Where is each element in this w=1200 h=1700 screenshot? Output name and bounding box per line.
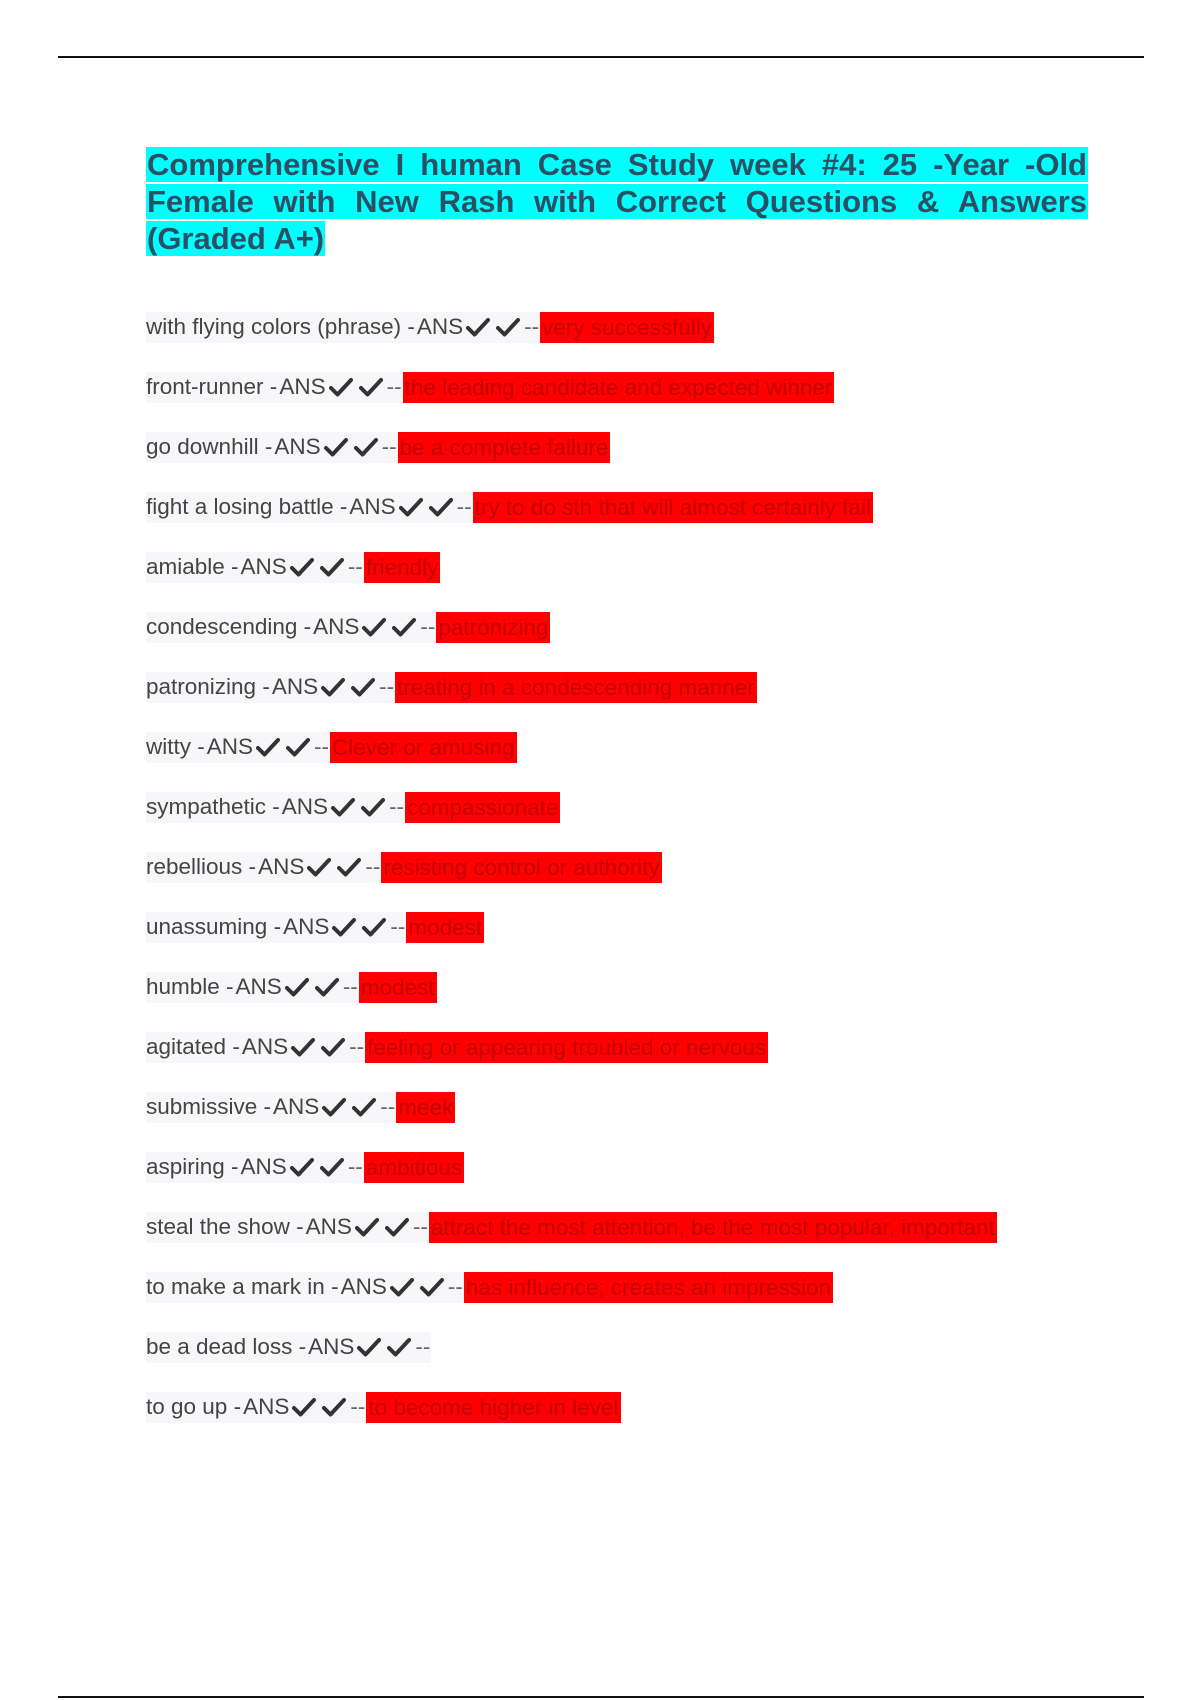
qa-line	[146, 1392, 621, 1423]
qa-line	[146, 432, 610, 463]
answer-highlight: very successfully	[540, 312, 714, 343]
qa-item	[146, 1377, 1088, 1437]
check-mark-icon	[253, 734, 283, 760]
check-mark-icon	[493, 314, 523, 340]
ans-label: ANS	[308, 1334, 355, 1359]
check-mark-icon	[329, 914, 359, 940]
answer-separator: --	[524, 314, 540, 339]
answer-highlight: attract the most attention, be the most popular, important	[429, 1212, 997, 1243]
qa-item	[146, 1257, 1088, 1317]
question-term: go downhill -	[146, 434, 273, 459]
qa-item	[146, 957, 1088, 1017]
check-mark-icon	[389, 614, 419, 640]
qa-item	[146, 657, 1088, 717]
check-mark-icon	[287, 554, 317, 580]
document-title	[146, 146, 1088, 257]
qa-item	[146, 477, 1088, 537]
question-term: submissive -	[146, 1094, 272, 1119]
qa-item	[146, 357, 1088, 417]
ans-label: ANS	[240, 1154, 287, 1179]
bottom-rule	[58, 1696, 1144, 1698]
question-term: aspiring -	[146, 1154, 239, 1179]
qa-line	[146, 852, 662, 883]
qa-item	[146, 417, 1088, 477]
qa-line	[146, 1092, 455, 1123]
check-mark-icon	[349, 1094, 379, 1120]
check-mark-icon	[304, 854, 334, 880]
qa-item	[146, 597, 1088, 657]
answer-separator: --	[365, 854, 381, 879]
ans-label: ANS	[274, 434, 321, 459]
document-body	[146, 146, 1088, 1437]
check-mark-icon	[358, 794, 388, 820]
ans-label: ANS	[349, 494, 396, 519]
check-mark-icon	[359, 914, 389, 940]
check-mark-icon	[318, 674, 348, 700]
answer-highlight: Clever or amusing	[330, 732, 517, 763]
qa-line	[146, 612, 550, 643]
check-mark-icon	[319, 1094, 349, 1120]
ans-label: ANS	[258, 854, 305, 879]
qa-item	[146, 717, 1088, 777]
ans-label: ANS	[206, 734, 254, 759]
check-mark-icon	[287, 1154, 317, 1180]
ans-label: ANS	[243, 1394, 290, 1419]
answer-highlight: meek	[396, 1092, 455, 1123]
check-mark-icon	[417, 1274, 447, 1300]
answer-separator: --	[350, 1394, 366, 1419]
answer-separator: --	[342, 974, 358, 999]
answer-highlight: friendly	[364, 552, 441, 583]
check-mark-icon	[359, 614, 389, 640]
qa-item	[146, 1137, 1088, 1197]
ans-label: ANS	[313, 614, 360, 639]
qa-line	[146, 1272, 833, 1303]
answer-separator: --	[389, 794, 405, 819]
check-mark-icon	[348, 674, 378, 700]
check-mark-icon	[326, 374, 356, 400]
answer-highlight: modest	[359, 972, 437, 1003]
ans-label: ANS	[235, 974, 282, 999]
qa-line	[146, 1332, 431, 1363]
answer-highlight: the leading candidate and expected winner	[403, 372, 835, 403]
ans-label: ANS	[416, 314, 464, 339]
check-mark-icon	[387, 1274, 417, 1300]
answer-highlight: try to do sth that will almost certainly fail	[473, 492, 873, 523]
answer-separator: --	[379, 674, 395, 699]
answer-separator: --	[390, 914, 406, 939]
check-mark-icon	[426, 494, 456, 520]
question-term: front-runner -	[146, 374, 278, 399]
check-mark-icon	[319, 1394, 349, 1420]
ans-label: ANS	[279, 374, 326, 399]
answer-highlight: be a complete failure	[398, 432, 611, 463]
ans-label: ANS	[340, 1274, 387, 1299]
check-mark-icon	[328, 794, 358, 820]
check-mark-icon	[321, 434, 351, 460]
check-mark-icon	[288, 1034, 318, 1060]
check-mark-icon	[282, 974, 312, 1000]
qa-line	[146, 972, 437, 1003]
answer-separator: --	[349, 1034, 365, 1059]
question-term: fight a losing battle -	[146, 494, 348, 519]
answer-separator: --	[420, 614, 436, 639]
question-term: to make a mark in -	[146, 1274, 339, 1299]
question-term: amiable -	[146, 554, 239, 579]
qa-line	[146, 912, 484, 943]
check-mark-icon	[351, 434, 381, 460]
question-term: witty -	[146, 734, 205, 759]
qa-line	[146, 372, 834, 403]
qa-item	[146, 297, 1088, 357]
check-mark-icon	[384, 1334, 414, 1360]
check-mark-icon	[382, 1214, 412, 1240]
ans-label: ANS	[273, 1094, 320, 1119]
question-term: agitated -	[146, 1034, 240, 1059]
answer-highlight: modest	[406, 912, 484, 943]
qa-item	[146, 777, 1088, 837]
answer-highlight: to become higher in level	[366, 1392, 620, 1423]
ans-label: ANS	[271, 674, 319, 699]
answer-highlight: patronizing	[436, 612, 550, 643]
ans-label: ANS	[305, 1214, 352, 1239]
qa-item	[146, 897, 1088, 957]
ans-label: ANS	[281, 794, 329, 819]
answer-separator: --	[412, 1214, 428, 1239]
answer-separator: --	[347, 1154, 363, 1179]
question-term: humble -	[146, 974, 234, 999]
check-mark-icon	[352, 1214, 382, 1240]
question-term: to go up -	[146, 1394, 242, 1419]
answer-separator: --	[447, 1274, 463, 1299]
ans-label: ANS	[241, 1034, 289, 1059]
question-term: patronizing -	[146, 674, 270, 699]
ans-label: ANS	[240, 554, 287, 579]
check-mark-icon	[396, 494, 426, 520]
check-mark-icon	[334, 854, 364, 880]
qa-item	[146, 1317, 1088, 1377]
answer-highlight: compassionate	[405, 792, 560, 823]
qa-line	[146, 312, 714, 343]
answer-highlight: resisting control or authority	[381, 852, 661, 883]
answer-separator: --	[380, 1094, 396, 1119]
check-mark-icon	[356, 374, 386, 400]
question-term: with flying colors (phrase) -	[146, 314, 415, 339]
question-term: sympathetic -	[146, 794, 280, 819]
check-mark-icon	[283, 734, 313, 760]
check-mark-icon	[317, 1154, 347, 1180]
title-highlight: Comprehensive I human Case Study week #4: 25 -Year -Old Female with New Rash with Correct Questions & Answers (Graded A+)	[147, 147, 1087, 256]
check-mark-icon	[312, 974, 342, 1000]
answer-separator: --	[456, 494, 472, 519]
qa-item	[146, 837, 1088, 897]
check-mark-icon	[463, 314, 493, 340]
qa-item	[146, 1017, 1088, 1077]
answer-highlight: treating in a condescending manner	[395, 672, 757, 703]
question-term: be a dead loss -	[146, 1334, 307, 1359]
top-rule	[58, 56, 1144, 58]
answer-separator: --	[314, 734, 330, 759]
qa-line	[146, 792, 560, 823]
qa-line	[146, 1032, 768, 1063]
qa-line	[146, 552, 440, 583]
qa-line	[146, 1212, 997, 1243]
question-term: unassuming -	[146, 914, 282, 939]
qa-item	[146, 1197, 1088, 1257]
check-mark-icon	[289, 1394, 319, 1420]
qa-item	[146, 1077, 1088, 1137]
answer-highlight: ambitious	[364, 1152, 464, 1183]
qa-line	[146, 732, 517, 763]
answer-highlight: has influence; creates an impression	[464, 1272, 833, 1303]
answer-separator: --	[415, 1334, 431, 1359]
question-term: steal the show -	[146, 1214, 304, 1239]
qa-line	[146, 492, 873, 523]
answer-highlight: feeling or appearing troubled or nervous	[365, 1032, 768, 1063]
qa-line	[146, 1152, 464, 1183]
check-mark-icon	[354, 1334, 384, 1360]
check-mark-icon	[318, 1034, 348, 1060]
question-term: rebellious -	[146, 854, 257, 879]
answer-separator: --	[386, 374, 402, 399]
answer-separator: --	[347, 554, 363, 579]
check-mark-icon	[317, 554, 347, 580]
qa-line	[146, 672, 757, 703]
qa-list	[146, 297, 1088, 1437]
ans-label: ANS	[283, 914, 330, 939]
answer-separator: --	[381, 434, 397, 459]
question-term: condescending -	[146, 614, 312, 639]
qa-item	[146, 537, 1088, 597]
